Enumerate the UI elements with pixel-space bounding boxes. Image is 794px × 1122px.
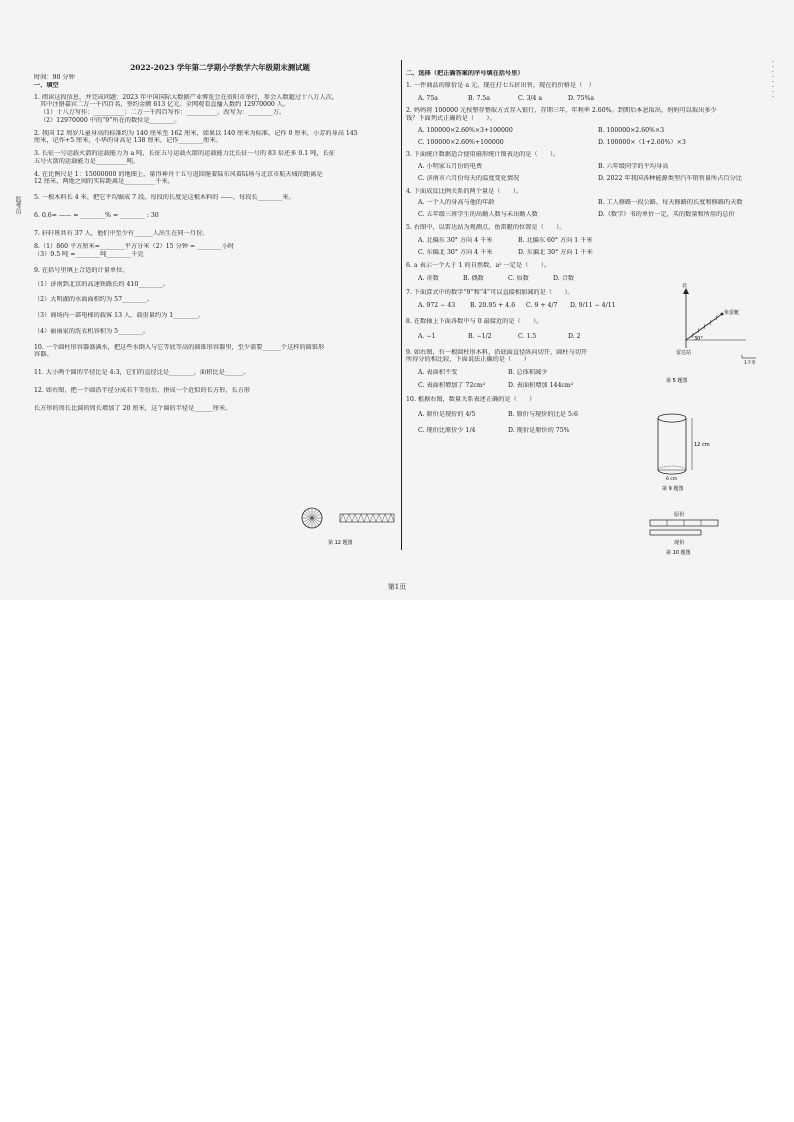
question-8: 8.（1）860 平方厘米=________平方分米（2）15 分钟 = ________小时 （3）9.5 吨 =________吨________千克 xyxy=(34,243,235,258)
height-label: 12 cm xyxy=(694,442,710,448)
page-number: 第1页 xyxy=(387,583,407,591)
choice-options: A. 原价是现价的 4/5 B. 原价与现价的比是 5:6 xyxy=(418,411,578,419)
question-1: 1. 阅读这段信息，并完成问题：2023 年中国国际大数据产业博览会在贵阳市举行，参会人数超过十八万人次， 其中注册嘉宾二万一千四百名，签约金额 613 亿元。全网观看直播人数约 12970000 人。 （1）十八万写作：__________；二万一千四百写作：__________，改写为：________万。 （2）12970000 中的“9”所在的数位是________。 xyxy=(34,93,339,124)
section-choice: 二、选择（把正确答案的序号填在括号里） xyxy=(406,70,524,77)
sliced-circle-graphic xyxy=(302,508,322,528)
question-9-item: （2）大明湖的水面面积约为 57________。 xyxy=(34,296,153,304)
column-divider xyxy=(401,60,402,550)
choice-options: C. 五年级三班学生的出勤人数与未出勤人数 D.《数学》书的单价一定，买的数量和所用的总价 xyxy=(418,211,735,218)
question-3: 3. 长征一号运载火箭的运载能力为 a 吨，长征五号运载火箭的运载能力比长征一号的 83 倍还多 0.1 吨，长征 五号火箭的运载能力是__________吨。 xyxy=(34,150,335,165)
choice-options: A. 表面积不变 B. 总体积减少 xyxy=(418,369,548,376)
question-4: 4. 在比例尺是 1：15000000 的地图上，量得神舟十五号返回舱着陆东风着陆场与北京市航天城的距离是 12 厘米，两地之间的实际距离是__________千米。 xyxy=(34,170,323,186)
figure-5 xyxy=(646,282,766,386)
choice-options: C. 100000×2.60%+100000 D. 100000×（1+2.60%）×3 xyxy=(418,138,686,146)
figure-12-caption: 第 12 题图 xyxy=(328,540,353,546)
choice-question-10: 10. 根据右图，数量关系表述正确的是（ ） xyxy=(406,395,536,403)
binding-margin-label: 监考员 xyxy=(14,196,21,214)
choice-question-1: 1. 一件商品的原价是 a 元，现在打七五折出售，现在的价格是（ ） xyxy=(406,81,595,89)
question-10: 10. 一个圆柱形容器盛满水，把这些水倒入与它等底等高的圆锥形容器里，至少需要______个这样的圆锥形 容器。 xyxy=(34,343,325,359)
cylinder-top xyxy=(658,414,686,422)
question-6: 6. 0.6= —— = ________% = ________ : 30 xyxy=(34,211,159,219)
question-9-item: （1）济南到北京的高速铁路长约 410________。 xyxy=(34,280,170,288)
right-margin-dots: · · · · · · · · xyxy=(772,59,774,101)
choice-question-3: 3. 下面统计数据适合使用扇形统计图表达的是（ ）。 xyxy=(406,151,560,159)
figure-12 xyxy=(300,504,396,550)
figure-10 xyxy=(646,510,726,560)
figure-9-caption: 第 9 题图 xyxy=(662,486,684,492)
choice-options: C. 现价比原价少 1/4 D. 现价是原价的 75% xyxy=(418,427,570,434)
choice-options: A. 972 − 43 B. 20.95 + 4.6 C. 9 + 4/7 D. 9/11 − 4/11 xyxy=(418,302,616,310)
choice-question-4: 4. 下面成反比例关系的两个量是（ ）。 xyxy=(406,187,523,195)
choice-options: C. 表面积增加了 72cm² D. 表面积增加 144cm² xyxy=(418,381,574,389)
choice-options: A. 100000×2.60%×3+100000 B. 100000×2.60%×3 xyxy=(418,126,665,134)
figure-5-caption: 第 5 题图 xyxy=(666,378,688,384)
boat-label: 鱼雷艇 xyxy=(724,310,740,316)
choice-options: A. 北偏东 30° 方向 4 千米 B. 北偏东 60° 方向 1 千米 xyxy=(418,236,593,244)
choice-options: A. 75a B. 7.5a C. 3/4 a D. 75%a xyxy=(418,94,595,102)
question-9: 9. 在括号里填上合适的计量单位。 xyxy=(34,266,129,274)
choice-options: C. 东偏北 30° 方向 4 千米 D. 东偏北 30° 方向 1 千米 xyxy=(418,249,593,257)
choice-question-6: 6. a 表示一个大于 1 的自然数，a² 一定是（ ）。 xyxy=(406,262,550,269)
choice-options: A. 小明家五月份的电费 B. 六年级同学的平均身高 xyxy=(418,163,669,170)
exam-time: 时间：90 分钟 xyxy=(34,74,75,81)
diameter-label: 6 cm xyxy=(666,477,678,482)
question-12: 12. 如右图，把一个圆沿半径分成若干等份后，拼成一个近似的长方形，长方形 长方形的周长比圆的周长增加了 20 厘米，这个圆的半径是______厘米。 xyxy=(34,386,250,412)
choice-question-2: 2. 妈妈将 100000 元按整存整取方式存入银行，存期三年，年利率 2.60%。到期后本息取出，妈妈可以取出多少 xyxy=(406,107,717,115)
choice-options: A. 奇数 B. 偶数 C. 质数 D. 合数 xyxy=(418,274,575,282)
north-label: 北 xyxy=(682,283,688,289)
question-11: 11. 大小两个圆的半径比是 4:3，它们的直径比是________，面积比是______。 xyxy=(34,369,250,376)
cylinder-bottom xyxy=(658,470,686,474)
choice-question-7: 7. 下面算式中的数字“9”和“4”可以直接相加减的是（ ）。 xyxy=(406,288,574,296)
question-2: 2. 我国 12 周岁儿童身高的标准约为 140 厘米至 162 厘米，如果以 140 厘米为标准，记作 0 厘米，小芳的身高 145 厘米，记作+5 厘米，小华的身高是 138 厘米，记作________厘米。 xyxy=(34,129,358,145)
choice-question-5: 5. 右图中，以雷达站为观测点，鱼雷艇的位置是（ ）。 xyxy=(406,223,566,231)
station-label: 雷达站 xyxy=(676,350,692,356)
question-9-item: （4）丽丽家的洗衣机容积为 5________。 xyxy=(34,327,150,335)
figure-10-caption: 第 10 题图 xyxy=(666,550,691,556)
scale-label: 1千米 xyxy=(744,361,756,366)
choice-options: A. 一个人的身高与他的年龄 B. 工人修路一段公路，每天修路的长度和修路的天数 xyxy=(418,199,743,207)
current-price-label: 现价 xyxy=(674,540,685,546)
question-9-item: （3）商场内一部电梯的载客 13 人，载重量约为 1________。 xyxy=(34,312,205,319)
figure-9 xyxy=(650,408,720,494)
choice-question-8: 8. 在数轴上下面各数中与 0 最接近的是（ ）。 xyxy=(406,318,543,325)
current-price-bar xyxy=(650,530,701,535)
section-fill-in: 一、填空 xyxy=(34,81,59,89)
choice-options: A. −1 B. −1/2 C. 1.5 D. 2 xyxy=(418,332,581,340)
angle-label: 30° xyxy=(694,336,703,342)
right-column: 二、选择（把正确答案的序号填在括号里） 1. 一件商品的原价是 a 元，现在打七五折出售，现在的价格是（ ） A. 75a B. 7.5a C. 3/4 a D. 75%a 2. 妈妈将 100000 元按整存整取方式存入银行，存期三年，年利率 2.60%。到期后本息取出，妈妈可以取出多少 钱？下面列式正确的是（ ）。 A. 100000×2.60%×3+100000 B. 100000×2.60%×3 C. 100000×2.60%+100000 D. 100000×（1+2.60%）×3 3. 下面统计数据适合使用扇形统计图表达的是（ ）。 A. 小明家五月份的电费 B. 六年级同学的平均身高 C. 济南市六月份每天的温度变化情况 D. 2022 年我国各种能源类型汽车销售量所占百分比 4. 下面成反比例关系的两个量是（ ）。 A. 一个人的身高与他的年龄 B. 工人修路一段公路，每天修路的长度和修路的天数 C. 五年级三班学生的出勤人数与未出勤人数 D.《数学》书的单价一定，买的数量和所用的总价 5. 右图中，以雷达站为观测点，鱼雷艇的位置是（ ）。 A. 北偏东 30° 方向 4 千米 B. 北偏东 60° 方向 1 千米 C. 东偏北 30° 方向 4 千米 D. 东偏北 30° 方向 1 千米 6. a 表示一个大于 1 的自然数，a² 一定是（ ）。 A. 奇数 B. 偶数 C. 质数 D. 合数 7. 下面算式中的数字“9”和“4”可以直接相加减的是（ ）。 A. 972 − 43 B. 20.95 + 4.6 C. 9 + 4/7 D. 9/11 − 4/11 8. 在数轴上下面各数中与 0 最接近的是（ ）。 A. −1 B. −1/2 C. 1.5 D. 2 9. 如右图，有一根圆柱形木料，沿底面直径纵向切开，圆柱与切开 所得分的相比较，下面说法正确的是（ ） A. 表面积不变 B. 总体积减少 C. 表面积增加了 72cm² D. 表面积增加 144cm² 10. 根据右图，数量关系表述正确的是（ ） A. 原价是现价的 4/5 B. 原价与现价的比是 5:6 C. 现价比原价少 1/4 D. 现价是原价的 75% xyxy=(406,70,788,435)
boat-point xyxy=(721,313,724,316)
question-7: 7. 轩轩班共有 37 人，他们中至少有______人出生在同一月份。 xyxy=(34,229,209,237)
left-column xyxy=(34,74,396,412)
page-title: 2022-2023 学年第二学期小学数学六年级期末测试题 xyxy=(130,63,310,72)
choice-options: C. 济南市六月份每天的温度变化情况 D. 2022 年我国各种能源类型汽车销售量所占百分比 xyxy=(418,174,742,182)
rearranged-rectangle-graphic xyxy=(340,514,394,522)
choice-question-9: 9. 如右图，有一根圆柱形木料，沿底面直径纵向切开，圆柱与切开 xyxy=(406,348,588,356)
question-5: 5. 一根木料长 4 米，把它平均锯成 7 段。每段的长度是这根木料的 ——，每段长________米。 xyxy=(34,194,295,201)
original-price-label: 原价 xyxy=(674,512,685,518)
